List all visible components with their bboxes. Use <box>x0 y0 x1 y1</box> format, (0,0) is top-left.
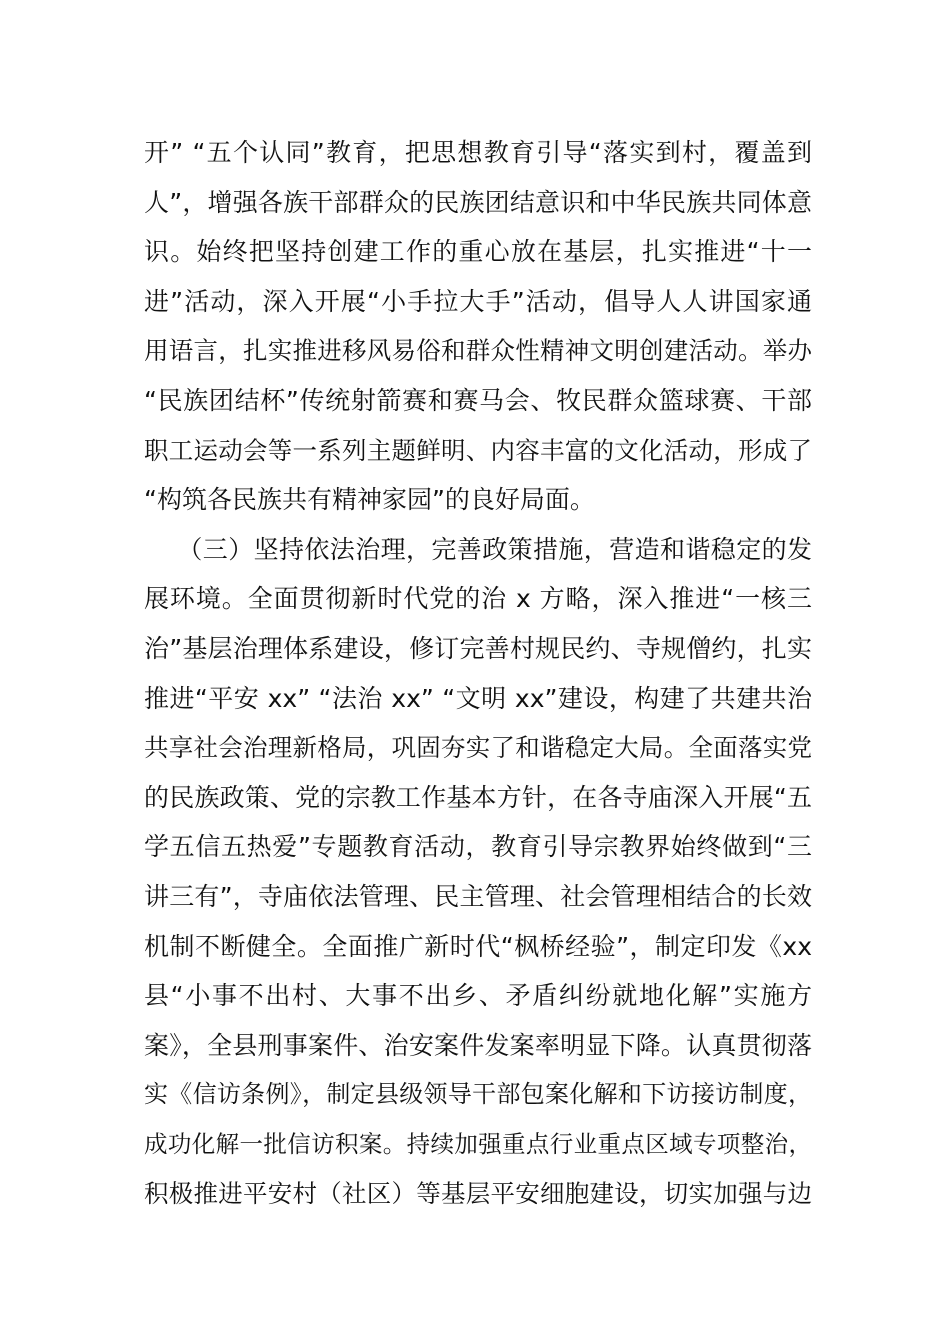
text-line: 进”活动，深入开展“小手拉大手”活动，倡导人人讲国家通 <box>144 286 812 316</box>
text-line: “民族团结杯”传统射箭赛和赛马会、牧民群众篮球赛、干部 <box>144 385 812 415</box>
text-line: 县“小事不出村、大事不出乡、矛盾纠纷就地化解”实施方 <box>144 981 812 1011</box>
text-line: 职工运动会等一系列主题鲜明、内容丰富的文化活动，形成了 <box>144 435 812 465</box>
text-line: 实《信访条例》，制定县级领导干部包案化解和下访接访制度， <box>144 1080 812 1109</box>
text-line: 讲三有”，寺庙依法管理、民主管理、社会管理相结合的长效 <box>144 881 812 911</box>
section-heading-line: （三）坚持依法治理，完善政策措施，营造和谐稳定的发 <box>144 534 812 564</box>
text-line: 展环境。全面贯彻新时代党的治 x 方略，深入推进“一核三 <box>144 584 812 614</box>
text-line: 的民族政策、党的宗教工作基本方针，在各寺庙深入开展“五 <box>144 782 812 812</box>
text-line: 人”，增强各族干部群众的民族团结意识和中华民族共同体意 <box>144 187 812 217</box>
text-line: 积极推进平安村（社区）等基层平安细胞建设，切实加强与边 <box>144 1179 812 1209</box>
text-line: 学五信五热爱”专题教育活动，教育引导宗教界始终做到“三 <box>144 832 812 862</box>
text-line: 开” “五个认同”教育，把思想教育引导“落实到村，覆盖到 <box>144 138 812 167</box>
text-line: 成功化解一批信访积案。持续加强重点行业重点区域专项整治， <box>144 1129 812 1158</box>
text-line: 识。始终把坚持创建工作的重心放在基层，扎实推进“十一 <box>144 237 812 267</box>
text-line: 推进“平安 xx” “法治 xx” “文明 xx”建设，构建了共建共治 <box>144 683 812 713</box>
text-line: 共享社会治理新格局，巩固夯实了和谐稳定大局。全面落实党 <box>144 733 812 763</box>
text-line: 机制不断健全。全面推广新时代“枫桥经验”，制定印发《xx <box>144 931 812 961</box>
text-line: 治”基层治理体系建设，修订完善村规民约、寺规僧约，扎实 <box>144 633 812 663</box>
text-line: 案》，全县刑事案件、治安案件发案率明显下降。认真贯彻落 <box>144 1030 812 1060</box>
document-body <box>144 128 812 1219</box>
text-line: “构筑各民族共有精神家园”的良好局面。 <box>144 485 595 515</box>
text-line: 用语言，扎实推进移风易俗和群众性精神文明创建活动。举办 <box>144 336 812 366</box>
